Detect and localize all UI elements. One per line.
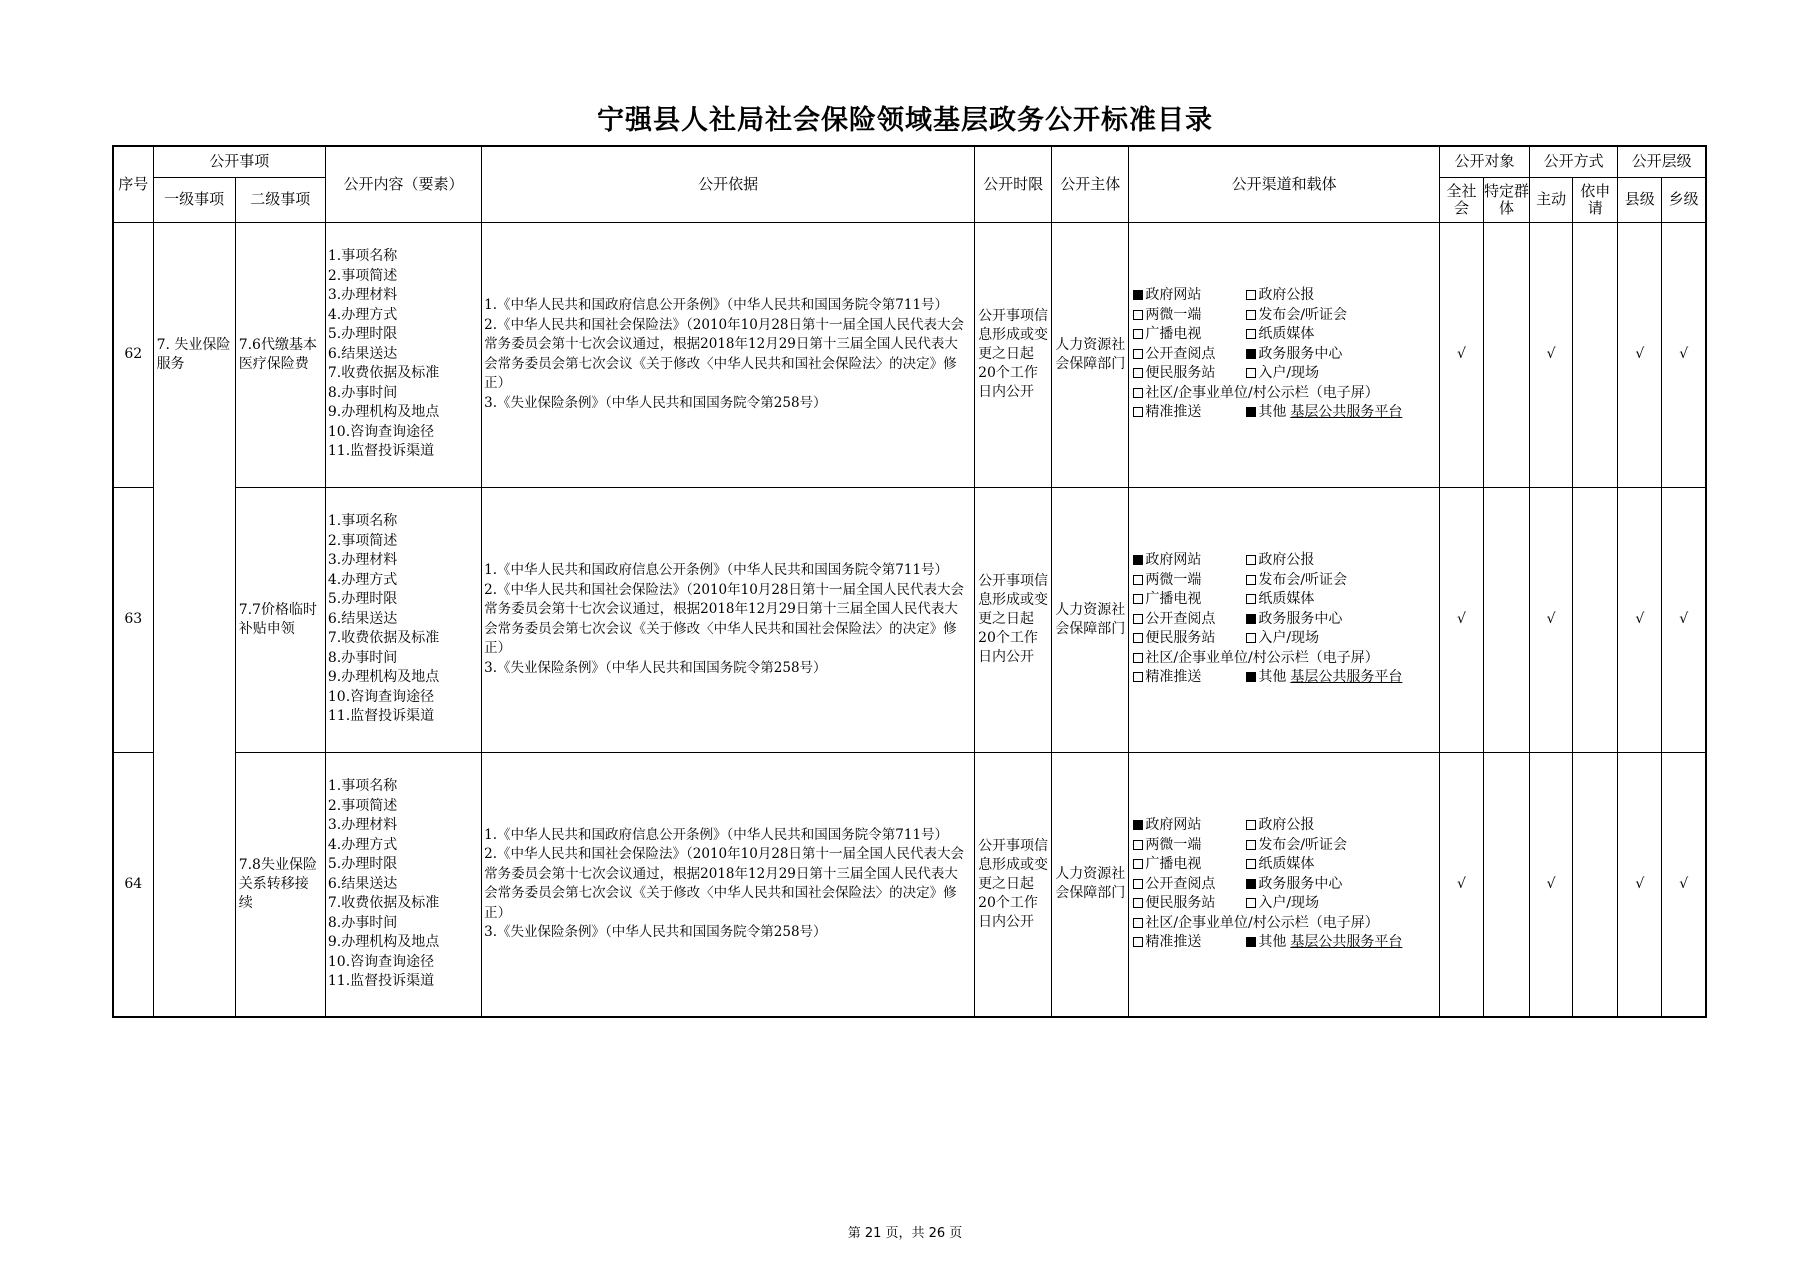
empty-box-icon bbox=[1133, 594, 1143, 604]
check-mark-icon: √ bbox=[1456, 875, 1466, 892]
tick-audience-all bbox=[1439, 752, 1483, 1017]
checked-box-icon bbox=[1246, 672, 1256, 682]
channel-option bbox=[1246, 345, 1436, 365]
channel-label: 政府网站 bbox=[1145, 817, 1202, 833]
tick-level-county bbox=[1618, 222, 1662, 487]
channel-option bbox=[1133, 933, 1246, 953]
level1-item-text: 7. 失业保险服务 bbox=[156, 336, 231, 372]
level2-item bbox=[235, 752, 325, 1017]
channel-option bbox=[1133, 551, 1246, 571]
table-row bbox=[113, 222, 1706, 487]
channel-option bbox=[1133, 403, 1246, 423]
empty-box-icon bbox=[1246, 898, 1256, 908]
header-seq: 序号 bbox=[113, 146, 153, 222]
channel-label: 两微一端 bbox=[1145, 836, 1202, 853]
checked-box-icon bbox=[1246, 937, 1256, 947]
content-element-item: 5.办理时限 bbox=[327, 591, 398, 608]
channel-label: 发布会/听证会 bbox=[1258, 306, 1348, 323]
content-element-item: 10.咨询查询途径 bbox=[327, 953, 435, 970]
channel-option bbox=[1246, 875, 1436, 895]
channel-option bbox=[1133, 610, 1246, 630]
header-level: 公开层级 bbox=[1618, 146, 1706, 177]
channel-label: 社区/企事业单位/村公示栏（电子屏） bbox=[1145, 914, 1379, 931]
empty-box-icon bbox=[1246, 329, 1256, 339]
page-title: 宁强县人社局社会保险领域基层政务公开标准目录 bbox=[597, 105, 1213, 136]
tick-level-town bbox=[1662, 752, 1706, 1017]
header-mode-request: 依申请 bbox=[1573, 177, 1618, 222]
checked-box-icon bbox=[1246, 614, 1256, 624]
content-element-item: 9.办理机构及地点 bbox=[327, 934, 440, 950]
channel-label: 两微一端 bbox=[1145, 571, 1202, 588]
publish-subject-text: 人力资源社会保障部门 bbox=[1055, 336, 1126, 372]
channel-extra-label: 基层公共服务平台 bbox=[1290, 669, 1403, 686]
content-element-item: 8.办事时间 bbox=[327, 914, 398, 931]
empty-box-icon bbox=[1133, 879, 1143, 889]
channel-label: 发布会/听证会 bbox=[1258, 836, 1348, 853]
tick-level-county bbox=[1618, 487, 1662, 752]
channel-label: 入户/现场 bbox=[1258, 630, 1320, 647]
content-element-item: 7.收费依据及标准 bbox=[327, 895, 440, 911]
check-mark-icon: √ bbox=[1679, 611, 1689, 627]
basis-item: 1.《中华人民共和国政府信息公开条例》（中华人民共和国国务院令第711号） bbox=[484, 826, 949, 843]
publish-subject-text: 人力资源社会保障部门 bbox=[1055, 866, 1126, 902]
channel-option bbox=[1133, 855, 1246, 875]
basis-item: 2.《中华人民共和国社会保险法》（2010年10月28日第十一届全国人民代表大会常务委员会第十七次会议通过，根据2018年12月29日第十三届全国人民代表大会常务委员会第七次会议《关于修改〈中华人民共和国社会保险法〉的决定》修正） bbox=[484, 316, 964, 391]
content-elements bbox=[325, 222, 481, 487]
channel-option bbox=[1133, 836, 1246, 856]
channel-label: 公开查阅点 bbox=[1145, 610, 1216, 627]
table-row bbox=[113, 752, 1706, 1017]
channel-label: 便民服务站 bbox=[1145, 630, 1216, 647]
channel-option bbox=[1246, 590, 1436, 610]
channel-option bbox=[1133, 384, 1436, 404]
content-element-item: 4.办理方式 bbox=[327, 306, 398, 323]
checked-box-icon bbox=[1246, 349, 1256, 359]
check-mark-icon: √ bbox=[1635, 875, 1645, 892]
checked-box-icon bbox=[1133, 290, 1143, 300]
empty-box-icon bbox=[1133, 918, 1143, 928]
tick-audience-specific bbox=[1483, 222, 1529, 487]
content-element-item: 3.办理材料 bbox=[327, 552, 398, 569]
channel-option bbox=[1133, 875, 1246, 895]
content-element-item: 4.办理方式 bbox=[327, 836, 398, 853]
basis-cell bbox=[482, 222, 975, 487]
level2-item-text: 7.8失业保险关系转移接续 bbox=[238, 856, 317, 911]
content-element-item: 6.结果送达 bbox=[327, 610, 398, 627]
channel-label: 两微一端 bbox=[1145, 306, 1202, 323]
content-element-item: 3.办理材料 bbox=[327, 817, 398, 833]
content-element-item: 2.事项简述 bbox=[327, 797, 398, 814]
empty-box-icon bbox=[1246, 594, 1256, 604]
checked-box-icon bbox=[1246, 879, 1256, 889]
tick-audience-all bbox=[1439, 222, 1483, 487]
tick-level-town bbox=[1662, 487, 1706, 752]
basis-item: 1.《中华人民共和国政府信息公开条例》（中华人民共和国国务院令第711号） bbox=[484, 562, 949, 578]
empty-box-icon bbox=[1246, 859, 1256, 869]
channel-option bbox=[1133, 571, 1246, 591]
empty-box-icon bbox=[1246, 290, 1256, 300]
empty-box-icon bbox=[1133, 329, 1143, 339]
tick-mode-request bbox=[1573, 222, 1618, 487]
empty-box-icon bbox=[1133, 368, 1143, 378]
channel-label: 广播电视 bbox=[1145, 856, 1202, 872]
channel-option bbox=[1133, 816, 1246, 836]
channel-option bbox=[1246, 286, 1436, 306]
check-mark-icon: √ bbox=[1546, 875, 1556, 892]
channel-option bbox=[1133, 668, 1246, 688]
header-audience-all: 全社会 bbox=[1439, 177, 1483, 222]
content-elements bbox=[325, 487, 481, 752]
channel-label: 便民服务站 bbox=[1145, 365, 1216, 382]
content-element-item: 11.监督投诉渠道 bbox=[327, 973, 435, 989]
content-element-item: 2.事项简述 bbox=[327, 267, 398, 284]
tick-mode-request bbox=[1573, 487, 1618, 752]
channel-label: 入户/现场 bbox=[1258, 895, 1320, 911]
channel-label: 纸质媒体 bbox=[1258, 856, 1315, 872]
channel-label: 其他 bbox=[1258, 934, 1287, 950]
empty-box-icon bbox=[1246, 368, 1256, 378]
channel-option bbox=[1133, 894, 1246, 914]
channel-label: 政府公报 bbox=[1258, 552, 1315, 569]
checked-box-icon bbox=[1246, 407, 1256, 417]
channel-label: 便民服务站 bbox=[1145, 895, 1216, 911]
check-mark-icon: √ bbox=[1679, 875, 1689, 892]
channel-label: 广播电视 bbox=[1145, 591, 1202, 608]
channel-option bbox=[1133, 345, 1246, 365]
row-seq-text: 62 bbox=[124, 346, 143, 362]
empty-box-icon bbox=[1246, 820, 1256, 830]
channel-label: 政务服务中心 bbox=[1258, 610, 1343, 627]
channel-label: 政府网站 bbox=[1145, 552, 1202, 569]
header-audience: 公开对象 bbox=[1439, 146, 1529, 177]
time-limit-text: 公开事项信息形成或变更之日起20个工作日内公开 bbox=[978, 837, 1049, 930]
empty-box-icon bbox=[1246, 575, 1256, 585]
channel-option bbox=[1246, 364, 1436, 384]
checked-box-icon bbox=[1133, 820, 1143, 830]
channel-option bbox=[1246, 816, 1436, 836]
basis-item: 2.《中华人民共和国社会保险法》（2010年10月28日第十一届全国人民代表大会常务委员会第十七次会议通过，根据2018年12月29日第十三届全国人民代表大会常务委员会第七次会议《关于修改〈中华人民共和国社会保险法〉的决定》修正） bbox=[484, 581, 964, 656]
time-limit bbox=[975, 222, 1052, 487]
publish-subject bbox=[1052, 487, 1129, 752]
channel-option bbox=[1246, 325, 1436, 345]
empty-box-icon bbox=[1133, 937, 1143, 947]
channel-option bbox=[1246, 610, 1436, 630]
content-element-item: 6.结果送达 bbox=[327, 875, 398, 892]
channel-label: 其他 bbox=[1258, 404, 1287, 421]
header-basis: 公开依据 bbox=[482, 146, 975, 222]
content-element-item: 8.办事时间 bbox=[327, 384, 398, 401]
tick-mode-active bbox=[1530, 222, 1573, 487]
basis-item: 3.《失业保险条例》（中华人民共和国国务院令第258号） bbox=[484, 659, 827, 676]
empty-box-icon bbox=[1133, 840, 1143, 850]
time-limit bbox=[975, 487, 1052, 752]
channel-option bbox=[1246, 894, 1436, 914]
header-matters: 公开事项 bbox=[153, 146, 325, 177]
empty-box-icon bbox=[1133, 407, 1143, 417]
level2-item bbox=[235, 222, 325, 487]
channel-label: 广播电视 bbox=[1145, 326, 1202, 343]
check-mark-icon: √ bbox=[1635, 346, 1645, 362]
channel-option bbox=[1246, 571, 1436, 591]
tick-audience-specific bbox=[1483, 487, 1529, 752]
channel-option bbox=[1246, 551, 1436, 571]
content-element-item: 10.咨询查询途径 bbox=[327, 423, 435, 440]
content-element-item: 5.办理时限 bbox=[327, 326, 398, 343]
channel-label: 精准推送 bbox=[1145, 934, 1202, 950]
table-row bbox=[113, 487, 1706, 752]
header-mode: 公开方式 bbox=[1530, 146, 1618, 177]
content-element-item: 1.事项名称 bbox=[327, 513, 398, 530]
channel-label: 社区/企事业单位/村公示栏（电子屏） bbox=[1145, 649, 1379, 666]
empty-box-icon bbox=[1133, 575, 1143, 585]
channel-label: 公开查阅点 bbox=[1145, 875, 1216, 892]
channel-option bbox=[1246, 668, 1436, 688]
empty-box-icon bbox=[1246, 840, 1256, 850]
empty-box-icon bbox=[1133, 349, 1143, 359]
page-footer: 第 21 页，共 26 页 bbox=[847, 1226, 963, 1241]
basis-item: 1.《中华人民共和国政府信息公开条例》（中华人民共和国国务院令第711号） bbox=[484, 297, 949, 313]
time-limit bbox=[975, 752, 1052, 1017]
level2-item bbox=[235, 487, 325, 752]
channel-label: 社区/企事业单位/村公示栏（电子屏） bbox=[1145, 384, 1379, 401]
level1-item bbox=[153, 222, 235, 1017]
channel-label: 纸质媒体 bbox=[1258, 326, 1315, 343]
row-seq-text: 63 bbox=[124, 611, 143, 627]
content-element-item: 9.办理机构及地点 bbox=[327, 669, 440, 686]
tick-level-county bbox=[1618, 752, 1662, 1017]
channel-option bbox=[1133, 649, 1436, 669]
content-element-item: 11.监督投诉渠道 bbox=[327, 708, 435, 725]
publish-subject bbox=[1052, 752, 1129, 1017]
channel-option bbox=[1133, 286, 1246, 306]
basis-item: 3.《失业保险条例》（中华人民共和国国务院令第258号） bbox=[484, 924, 827, 941]
channels-cell bbox=[1129, 222, 1440, 487]
checked-box-icon bbox=[1133, 555, 1143, 565]
tick-audience-all bbox=[1439, 487, 1483, 752]
check-mark-icon: √ bbox=[1635, 611, 1645, 627]
empty-box-icon bbox=[1133, 388, 1143, 398]
catalog-table bbox=[112, 145, 1707, 1018]
header-level2: 二级事项 bbox=[235, 177, 325, 222]
channel-option bbox=[1246, 403, 1436, 423]
empty-box-icon bbox=[1133, 653, 1143, 663]
content-element-item: 1.事项名称 bbox=[327, 248, 398, 265]
empty-box-icon bbox=[1246, 633, 1256, 643]
channel-option bbox=[1246, 306, 1436, 326]
channel-option bbox=[1133, 914, 1436, 934]
empty-box-icon bbox=[1133, 633, 1143, 643]
row-seq bbox=[113, 222, 153, 487]
empty-box-icon bbox=[1133, 898, 1143, 908]
channel-option bbox=[1246, 629, 1436, 649]
content-element-item: 8.办事时间 bbox=[327, 649, 398, 666]
header-content: 公开内容（要素） bbox=[325, 146, 481, 222]
tick-level-town bbox=[1662, 222, 1706, 487]
header-mode-active: 主动 bbox=[1530, 177, 1573, 222]
channel-option bbox=[1246, 933, 1436, 953]
check-mark-icon: √ bbox=[1546, 611, 1556, 627]
channel-option bbox=[1133, 590, 1246, 610]
check-mark-icon: √ bbox=[1546, 346, 1556, 362]
channel-label: 入户/现场 bbox=[1258, 365, 1320, 382]
content-element-item: 1.事项名称 bbox=[327, 778, 398, 794]
channel-label: 政府公报 bbox=[1258, 287, 1315, 304]
content-element-item: 7.收费依据及标准 bbox=[327, 630, 440, 647]
content-element-item: 4.办理方式 bbox=[327, 571, 398, 588]
channel-label: 精准推送 bbox=[1145, 669, 1202, 686]
header-subject: 公开主体 bbox=[1052, 146, 1129, 222]
header-level-town: 乡级 bbox=[1662, 177, 1706, 222]
tick-audience-specific bbox=[1483, 752, 1529, 1017]
header-audience-specific: 特定群体 bbox=[1483, 177, 1529, 222]
content-element-item: 3.办理材料 bbox=[327, 287, 398, 304]
publish-subject-text: 人力资源社会保障部门 bbox=[1055, 601, 1126, 637]
basis-item: 3.《失业保险条例》（中华人民共和国国务院令第258号） bbox=[484, 394, 827, 411]
header-time: 公开时限 bbox=[975, 146, 1052, 222]
channel-option bbox=[1133, 306, 1246, 326]
empty-box-icon bbox=[1246, 310, 1256, 320]
basis-cell bbox=[482, 752, 975, 1017]
tick-mode-request bbox=[1573, 752, 1618, 1017]
row-seq bbox=[113, 487, 153, 752]
basis-item: 2.《中华人民共和国社会保险法》（2010年10月28日第十一届全国人民代表大会常务委员会第十七次会议通过，根据2018年12月29日第十三届全国人民代表大会常务委员会第七次会议《关于修改〈中华人民共和国社会保险法〉的决定》修正） bbox=[484, 846, 964, 921]
content-elements bbox=[325, 752, 481, 1017]
empty-box-icon bbox=[1133, 614, 1143, 624]
check-mark-icon: √ bbox=[1456, 346, 1466, 362]
header-channels: 公开渠道和载体 bbox=[1129, 146, 1440, 222]
content-element-item: 2.事项简述 bbox=[327, 532, 398, 549]
content-element-item: 7.收费依据及标准 bbox=[327, 365, 440, 382]
check-mark-icon: √ bbox=[1456, 611, 1466, 627]
content-element-item: 5.办理时限 bbox=[327, 856, 398, 872]
empty-box-icon bbox=[1133, 310, 1143, 320]
channel-extra-label: 基层公共服务平台 bbox=[1290, 404, 1403, 421]
channel-label: 政务服务中心 bbox=[1258, 875, 1343, 892]
channel-label: 政府网站 bbox=[1145, 287, 1202, 304]
channel-label: 纸质媒体 bbox=[1258, 591, 1315, 608]
header-level-county: 县级 bbox=[1618, 177, 1662, 222]
channel-option bbox=[1133, 325, 1246, 345]
publish-subject bbox=[1052, 222, 1129, 487]
channel-label: 公开查阅点 bbox=[1145, 345, 1216, 362]
time-limit-text: 公开事项信息形成或变更之日起20个工作日内公开 bbox=[978, 573, 1049, 665]
channel-option bbox=[1246, 836, 1436, 856]
channel-option bbox=[1246, 855, 1436, 875]
tick-mode-active bbox=[1530, 487, 1573, 752]
check-mark-icon: √ bbox=[1679, 346, 1689, 362]
row-seq-text: 64 bbox=[124, 875, 143, 892]
content-element-item: 9.办理机构及地点 bbox=[327, 404, 440, 421]
header-level1: 一级事项 bbox=[153, 177, 235, 222]
channel-label: 精准推送 bbox=[1145, 404, 1202, 421]
level2-item-text: 7.6代缴基本医疗保险费 bbox=[238, 336, 317, 372]
tick-mode-active bbox=[1530, 752, 1573, 1017]
content-element-item: 11.监督投诉渠道 bbox=[327, 443, 435, 460]
basis-cell bbox=[482, 487, 975, 752]
channel-option bbox=[1133, 629, 1246, 649]
row-seq bbox=[113, 752, 153, 1017]
level2-item-text: 7.7价格临时补贴申领 bbox=[238, 601, 317, 637]
channel-option bbox=[1133, 364, 1246, 384]
channel-label: 发布会/听证会 bbox=[1258, 571, 1348, 588]
channels-cell bbox=[1129, 487, 1440, 752]
empty-box-icon bbox=[1133, 859, 1143, 869]
time-limit-text: 公开事项信息形成或变更之日起20个工作日内公开 bbox=[978, 308, 1049, 400]
channel-label: 政府公报 bbox=[1258, 817, 1315, 833]
channels-cell bbox=[1129, 752, 1440, 1017]
empty-box-icon bbox=[1133, 672, 1143, 682]
content-element-item: 10.咨询查询途径 bbox=[327, 688, 435, 705]
empty-box-icon bbox=[1246, 555, 1256, 565]
channel-extra-label: 基层公共服务平台 bbox=[1290, 934, 1403, 950]
content-element-item: 6.结果送达 bbox=[327, 345, 398, 362]
channel-label: 政务服务中心 bbox=[1258, 345, 1343, 362]
channel-label: 其他 bbox=[1258, 669, 1287, 686]
